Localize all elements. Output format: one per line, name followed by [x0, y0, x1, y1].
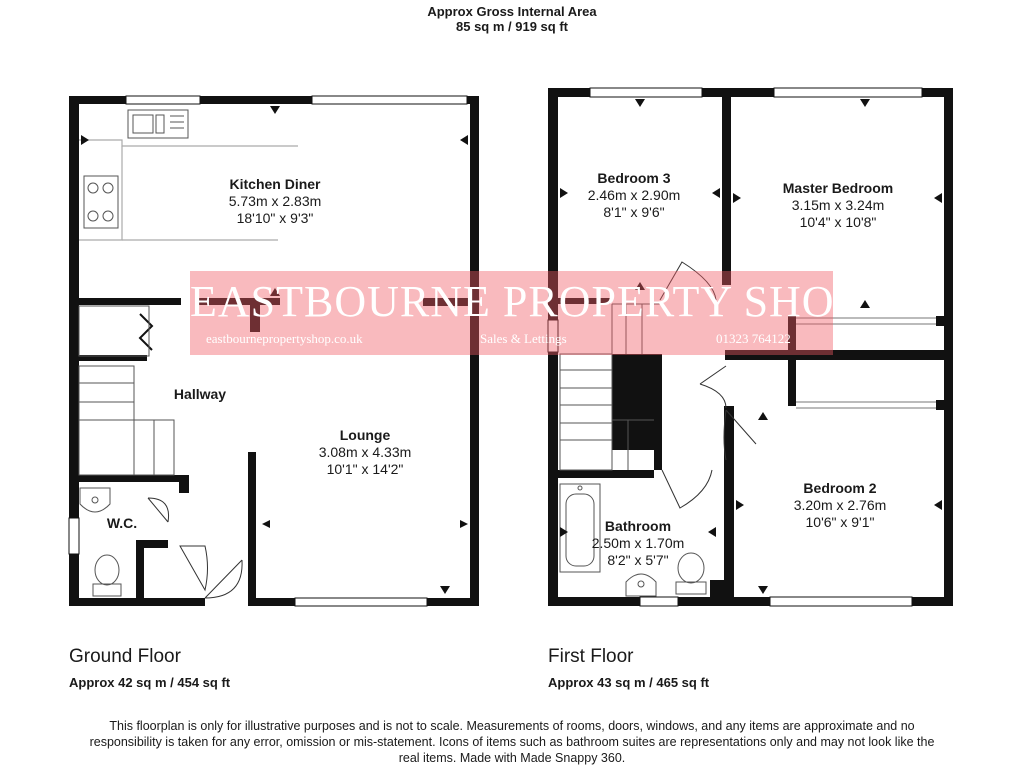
disclaimer-text: This floorplan is only for illustrative purposes and is not to scale. Measurements of rooms, doors, windows, and any items are approximate and no responsibility is taken for any error, omission or mis-statement. Icons of items such as bathroom suites are representations only and may not look like the real items. Made with Made Snappy 360.	[89, 719, 935, 765]
kitchen-sink	[128, 110, 188, 138]
room-name: Bedroom 2	[803, 480, 877, 496]
room-metric: 5.73m x 2.83m	[228, 193, 322, 209]
room-imperial: 18'10" x 9'3"	[236, 210, 314, 226]
wc-toilet-icon	[93, 555, 121, 596]
room-bedroom-2	[794, 480, 887, 531]
room-imperial: 8'1" x 9'6"	[603, 204, 665, 220]
first-floor-area: Approx 43 sq m / 465 sq ft	[548, 675, 710, 690]
room-bedroom-3	[588, 170, 681, 221]
gross-area-value: 85 sq m / 919 sq ft	[456, 19, 568, 34]
room-name: Bathroom	[604, 518, 672, 534]
ground-floor-title: Ground Floor	[69, 646, 181, 667]
room-bathroom	[592, 518, 685, 569]
room-metric: 2.50m x 1.70m	[591, 535, 685, 551]
ground-floor-area: Approx 42 sq m / 454 sq ft	[69, 675, 231, 690]
bathroom-basin-icon	[626, 574, 656, 596]
room-wc	[107, 515, 137, 532]
room-master-bedroom	[783, 180, 893, 231]
room-kitchen-diner	[229, 176, 322, 227]
room-name: Lounge	[339, 427, 391, 443]
watermark-service: Sales & Lettings	[480, 331, 567, 346]
room-metric: 3.20m x 2.76m	[793, 497, 887, 513]
room-metric: 3.08m x 4.33m	[318, 444, 412, 460]
room-imperial: 10'6" x 9'1"	[805, 514, 875, 530]
watermark-phone: 01323 764122	[716, 331, 791, 346]
room-metric: 3.15m x 3.24m	[791, 197, 885, 213]
room-name: Kitchen Diner	[229, 176, 321, 192]
first-floor-title: First Floor	[548, 646, 634, 667]
watermark-website: eastbournepropertyshop.co.uk	[206, 331, 363, 346]
room-name: Master Bedroom	[782, 180, 894, 196]
room-metric: 2.46m x 2.90m	[587, 187, 681, 203]
wc-basin-icon	[80, 488, 110, 512]
room-hallway	[174, 386, 226, 403]
room-imperial: 10'4" x 10'8"	[799, 214, 877, 230]
kitchen-hob	[84, 176, 118, 228]
room-lounge	[319, 427, 412, 478]
room-imperial: 8'2" x 5'7"	[607, 552, 669, 568]
room-imperial: 10'1" x 14'2"	[326, 461, 404, 477]
gross-area-title: Approx Gross Internal Area	[427, 4, 597, 19]
room-name: Bedroom 3	[597, 170, 671, 186]
watermark-brand: EASTBOURNE PROPERTY SHOP	[190, 277, 861, 326]
room-name: Hallway	[173, 386, 227, 402]
ground-floor-stairs	[79, 366, 174, 475]
room-name: W.C.	[106, 515, 138, 531]
